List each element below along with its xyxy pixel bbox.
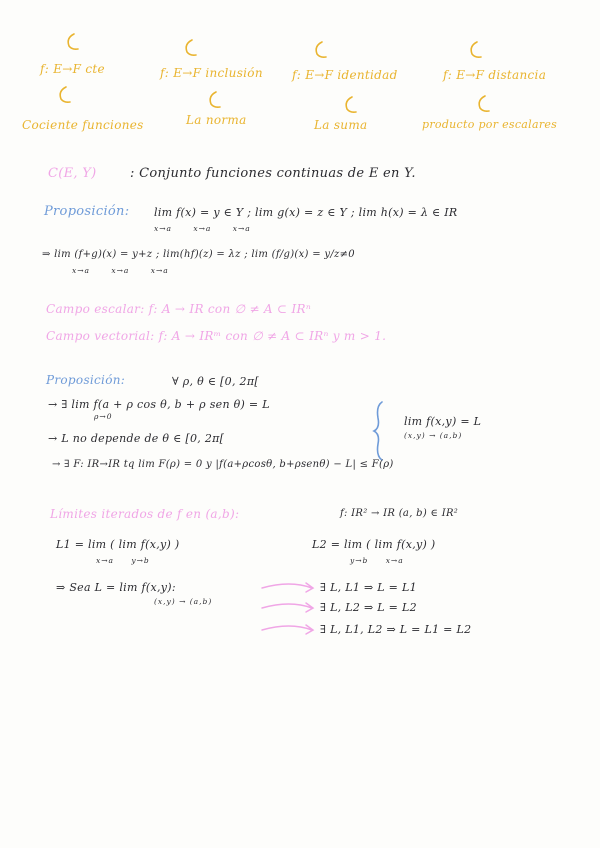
double-limit-sea-sub: (x,y) → (a,b) xyxy=(154,597,213,606)
polar-bound-line: → ∃ F: IR→IR tq lim F(ρ) = 0 y |f(a+ρcosθ, b+ρsenθ) − L| ≤ F(ρ) xyxy=(52,459,394,470)
bracket-mark-2 xyxy=(186,40,196,55)
header-item-constante: f: E→F cte xyxy=(40,62,105,76)
double-limit-sea: ⇒ Sea L = lim f(x,y): xyxy=(56,581,176,594)
proposition-label-2: Proposición: xyxy=(46,373,126,387)
iterated-limit-l2: L2 = lim ( lim f(x,y) ) xyxy=(312,538,436,551)
scalar-field-definition: Campo escalar: f: A → IR con ∅ ≠ A ⊂ IRⁿ xyxy=(46,302,312,316)
cey-definition: : Conjunto funciones continuas de E en Y. xyxy=(130,166,416,181)
proposition-implies-sub: x→a x→a x→a xyxy=(72,266,169,275)
proposition-polar-condition: ∀ ρ, θ ∈ [0, 2π[ xyxy=(172,375,259,388)
pink-arrow-1 xyxy=(262,584,312,588)
iterated-limits-domain: f: IR² → IR (a, b) ∈ IR² xyxy=(340,508,459,519)
iterated-result-1: ∃ L, L1 ⇒ L = L1 xyxy=(320,581,417,594)
pink-arrow-2 xyxy=(262,604,312,608)
bracket-mark-5 xyxy=(60,87,70,102)
proposition-limits-sub: x→a x→a x→a xyxy=(154,224,251,233)
polar-limit-line: → ∃ lim f(a + ρ cos θ, b + ρ sen θ) = L xyxy=(48,398,270,411)
header-item-suma: La suma xyxy=(314,118,368,132)
polar-limit-line-sub: ρ→0 xyxy=(94,412,113,421)
iterated-limit-l1: L1 = lim ( lim f(x,y) ) xyxy=(56,538,180,551)
proposition-implies: ⇒ lim (f+g)(x) = y+z ; lim(hf)(z) = λz ; lim (f/g)(x) = y/z≠0 xyxy=(42,249,355,260)
bracket-mark-1 xyxy=(68,34,78,49)
bracket-mark-7 xyxy=(346,97,356,112)
vector-field-definition: Campo vectorial: f: A → IRᵐ con ∅ ≠ A ⊂ IRⁿ y m > 1. xyxy=(46,329,387,343)
header-item-distancia: f: E→F distancia xyxy=(443,68,547,82)
bracket-mark-8 xyxy=(479,96,489,111)
header-item-producto: producto por escalares xyxy=(422,118,558,131)
iterated-limits-heading: Límites iterados de f en (a,b): xyxy=(50,507,240,521)
iterated-limit-l1-sub: x→a y→b xyxy=(96,556,150,565)
header-item-identidad: f: E→F identidad xyxy=(292,68,398,82)
iterated-result-2: ∃ L, L2 ⇒ L = L2 xyxy=(320,601,417,614)
iterated-result-3: ∃ L, L1, L2 ⇒ L = L1 = L2 xyxy=(320,623,472,636)
bracket-mark-6 xyxy=(210,92,220,107)
polar-result-limit: lim f(x,y) = L xyxy=(404,415,482,428)
curly-brace xyxy=(374,402,382,460)
iterated-limit-l2-sub: y→b x→a xyxy=(350,556,404,565)
header-item-cociente: Cociente funciones xyxy=(22,118,144,132)
bracket-mark-3 xyxy=(316,42,326,57)
header-item-norma: La norma xyxy=(186,113,247,127)
polar-result-limit-sub: (x,y) → (a,b) xyxy=(404,431,463,440)
proposition-limits: lim f(x) = y ∈ Y ; lim g(x) = z ∈ Y ; lim h(x) = λ ∈ IR xyxy=(154,206,458,219)
polar-independence-line: → L no depende de θ ∈ [0, 2π[ xyxy=(48,432,225,445)
bracket-mark-4 xyxy=(471,42,481,57)
pink-arrow-3 xyxy=(262,626,312,630)
proposition-label-1: Proposición: xyxy=(44,204,130,219)
cey-heading: C(E, Y) xyxy=(48,166,97,181)
header-item-inclusion: f: E→F inclusión xyxy=(160,66,263,80)
